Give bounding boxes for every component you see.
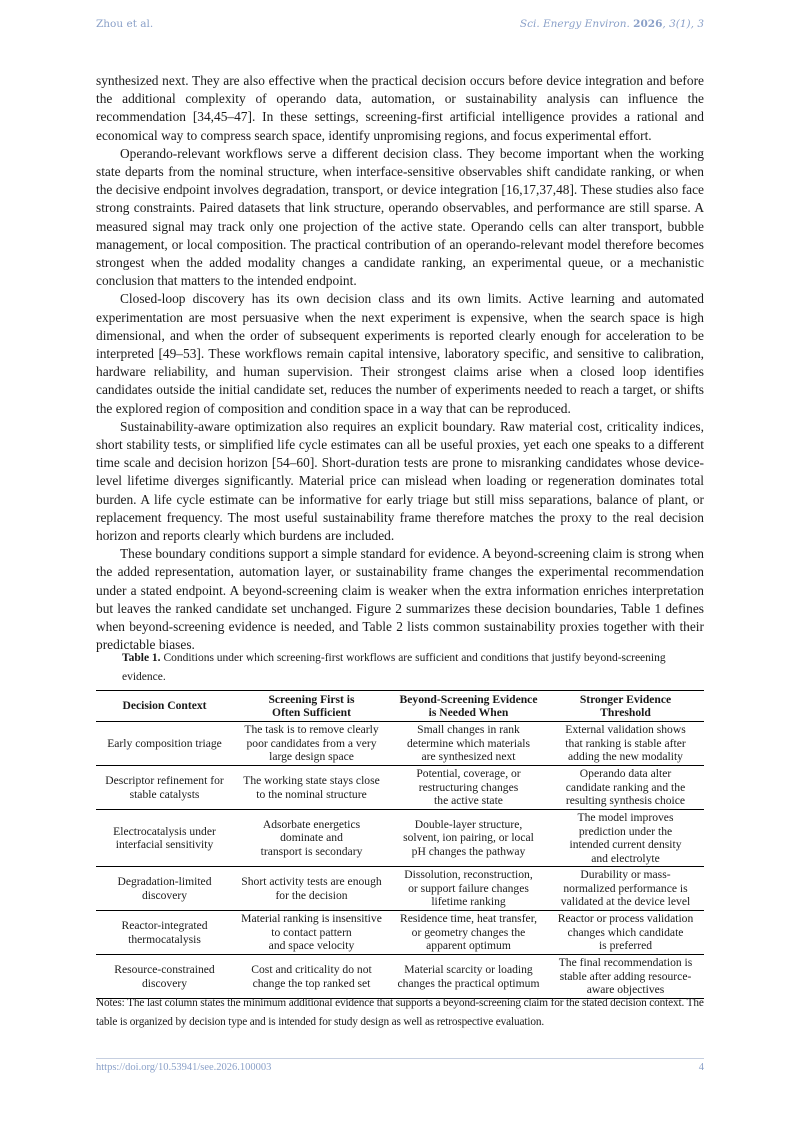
page-number: 4 [698,1062,704,1073]
table-cell: The working state stays close to the nominal structure [233,766,390,810]
table-cell: Reactor-integrated thermocatalysis [96,911,233,955]
header-citation: Sci. Energy Environ. 2026, 3(1), 3 [519,18,704,30]
table-cell: Potential, coverage, or restructuring changes the active state [390,766,547,810]
paragraph-operando: Operando-relevant workflows serve a different decision class. They become important when the working state departs from the nominal structure, when interface-sensitive observables shift candidate ranking, or when the decisive endpoint involves degradation, transport, or device integration [16,17,37,48]. These studies also face strong constraints. Paired datasets that link structure, operando observables, and performance are still sparse. A measured signal may track only one projection of the active state. Operando cells can alter transport, bubble management, or local composition. The practical contribution of an operando-relevant model therefore becomes strongest when the added modality changes a candidate ranking, an experimental queue, or a mechanistic conclusion that matters to the intended endpoint. [96,145,704,289]
table-row [96,955,704,999]
table-cell: Early composition triage [96,722,233,766]
header-authors: Zhou et al. [96,18,154,30]
table-cell: Descriptor refinement for stable catalysts [96,766,233,810]
column-header: Stronger Evidence Threshold [547,691,704,722]
table-notes: Notes: The last column states the minimum additional evidence that supports a beyond-screening claim for the stated decision context. The table is organized by decision type and is intended for study design as well as retrospective evaluation. [96,997,704,1028]
table-cell: Adsorbate energetics dominate and transport is secondary [233,810,390,867]
table-label: Table 1. [122,652,161,664]
paragraph-continued: synthesized next. They are also effective when the practical decision occurs before device integration and before the additional complexity of operando data, automation, or sustainability analysis can influence the recommendation [34,45–47]. In these settings, screening-first artificial intelligence provides a rational and economical way to compress search space, identify unpromising regions, and focus experimental effort. [96,73,704,143]
table-header-row [96,691,704,722]
header-journal: Sci. Energy Environ. [519,18,630,30]
table-cell: Electrocatalysis under interfacial sensitivity [96,810,233,867]
table-cell: External validation shows that ranking is stable after adding the new modality [547,722,704,766]
paragraph-closed-loop: Closed-loop discovery has its own decision class and its own limits. Active learning and automated experimentation are most persuasive when the next experiment is expensive, when the search space is high dimensional, and when the order of subsequent experiments is reported clearly enough for acceleration to be interpreted [49–53]. These workflows remain capital intensive, laboratory specific, and sensitive to calibration, hardware reliability, and human supervision. Their strongest claims arise when a closed loop identifies candidates outside the initial candidate set, reduces the number of experiments needed to reach a target, or shifts the explored region of composition and condition space in a way that can be reproduced. [96,291,704,416]
column-header: Screening First is Often Sufficient [233,691,390,722]
page-footer [96,1062,704,1078]
doi-link[interactable]: https://doi.org/10.53941/see.2026.100003 [96,1062,272,1073]
table-cell: Degradation-limited discovery [96,867,233,911]
table-cell: Material scarcity or loading changes the practical optimum [390,955,547,999]
table-cell: Durability or mass- normalized performance is validated at the device level [547,867,704,911]
running-header [96,18,704,34]
table-cell: Material ranking is insensitive to contact pattern and space velocity [233,911,390,955]
paragraph-boundary: These boundary conditions support a simple standard for evidence. A beyond-screening claim is strong when the added representation, automation layer, or sustainability frame changes the experimental recommendation under a stated endpoint. A beyond-screening claim is weaker when the extra information enriches interpretation but leaves the ranked candidate set unchanged. Figure 2 summarizes these decision boundaries, Table 1 defines when beyond-screening evidence is needed, and Table 2 lists common sustainability proxies together with their predictable biases. [96,546,704,653]
table-caption [122,649,692,687]
column-header: Beyond-Screening Evidence is Needed When [390,691,547,722]
table-row [96,766,704,810]
table-cell: The task is to remove clearly poor candidates from a very large design space [233,722,390,766]
header-issue: (1), 3 [675,18,704,30]
table-row [96,867,704,911]
column-header: Decision Context [96,691,233,722]
table-cell: The final recommendation is stable after adding resource- aware objectives [547,955,704,999]
table-cell: Dissolution, reconstruction, or support failure changes lifetime ranking [390,867,547,911]
table-cell: Resource-constrained discovery [96,955,233,999]
table-cell: Operando data alter candidate ranking and the resulting synthesis choice [547,766,704,810]
table-row [96,911,704,955]
table-cell: Short activity tests are enough for the decision [233,867,390,911]
table-cell: Small changes in rank determine which materials are synthesized next [390,722,547,766]
footer-divider [96,1058,704,1059]
table-caption-text: Conditions under which screening-first workflows are sufficient and conditions that justify beyond-screening evidence. [122,652,666,683]
table-row [96,810,704,867]
header-year: 2026 [633,18,663,30]
table-cell: The model improves prediction under the intended current density and electrolyte [547,810,704,867]
table-cell: Cost and criticality do not change the top ranked set [233,955,390,999]
paragraph-sustainability: Sustainability-aware optimization also requires an explicit boundary. Raw material cost, criticality indices, short stability tests, or simplified life cycle estimates can all be useful proxies, yet each one speaks to a different time scale and decision horizon [54–60]. Short-duration tests are prone to misranking candidates whose device-level lifetime diverges significantly. Material price can mislead when loading or regeneration dominates total burden. A life cycle estimate can be informative for early triage but still miss separations, balance of plant, or replacement frequency. The most useful sustainability frame therefore matches the proxy to the real decision horizon and reports clearly which burdens are included. [96,418,704,544]
table-cell: Residence time, heat transfer, or geometry changes the apparent optimum [390,911,547,955]
header-volume: 3 [669,18,676,30]
body-text [96,72,704,655]
table-row [96,722,704,766]
table-cell: Reactor or process validation changes which candidate is preferred [547,911,704,955]
table-cell: Double-layer structure, solvent, ion pairing, or local pH changes the pathway [390,810,547,867]
table-1 [96,690,704,999]
